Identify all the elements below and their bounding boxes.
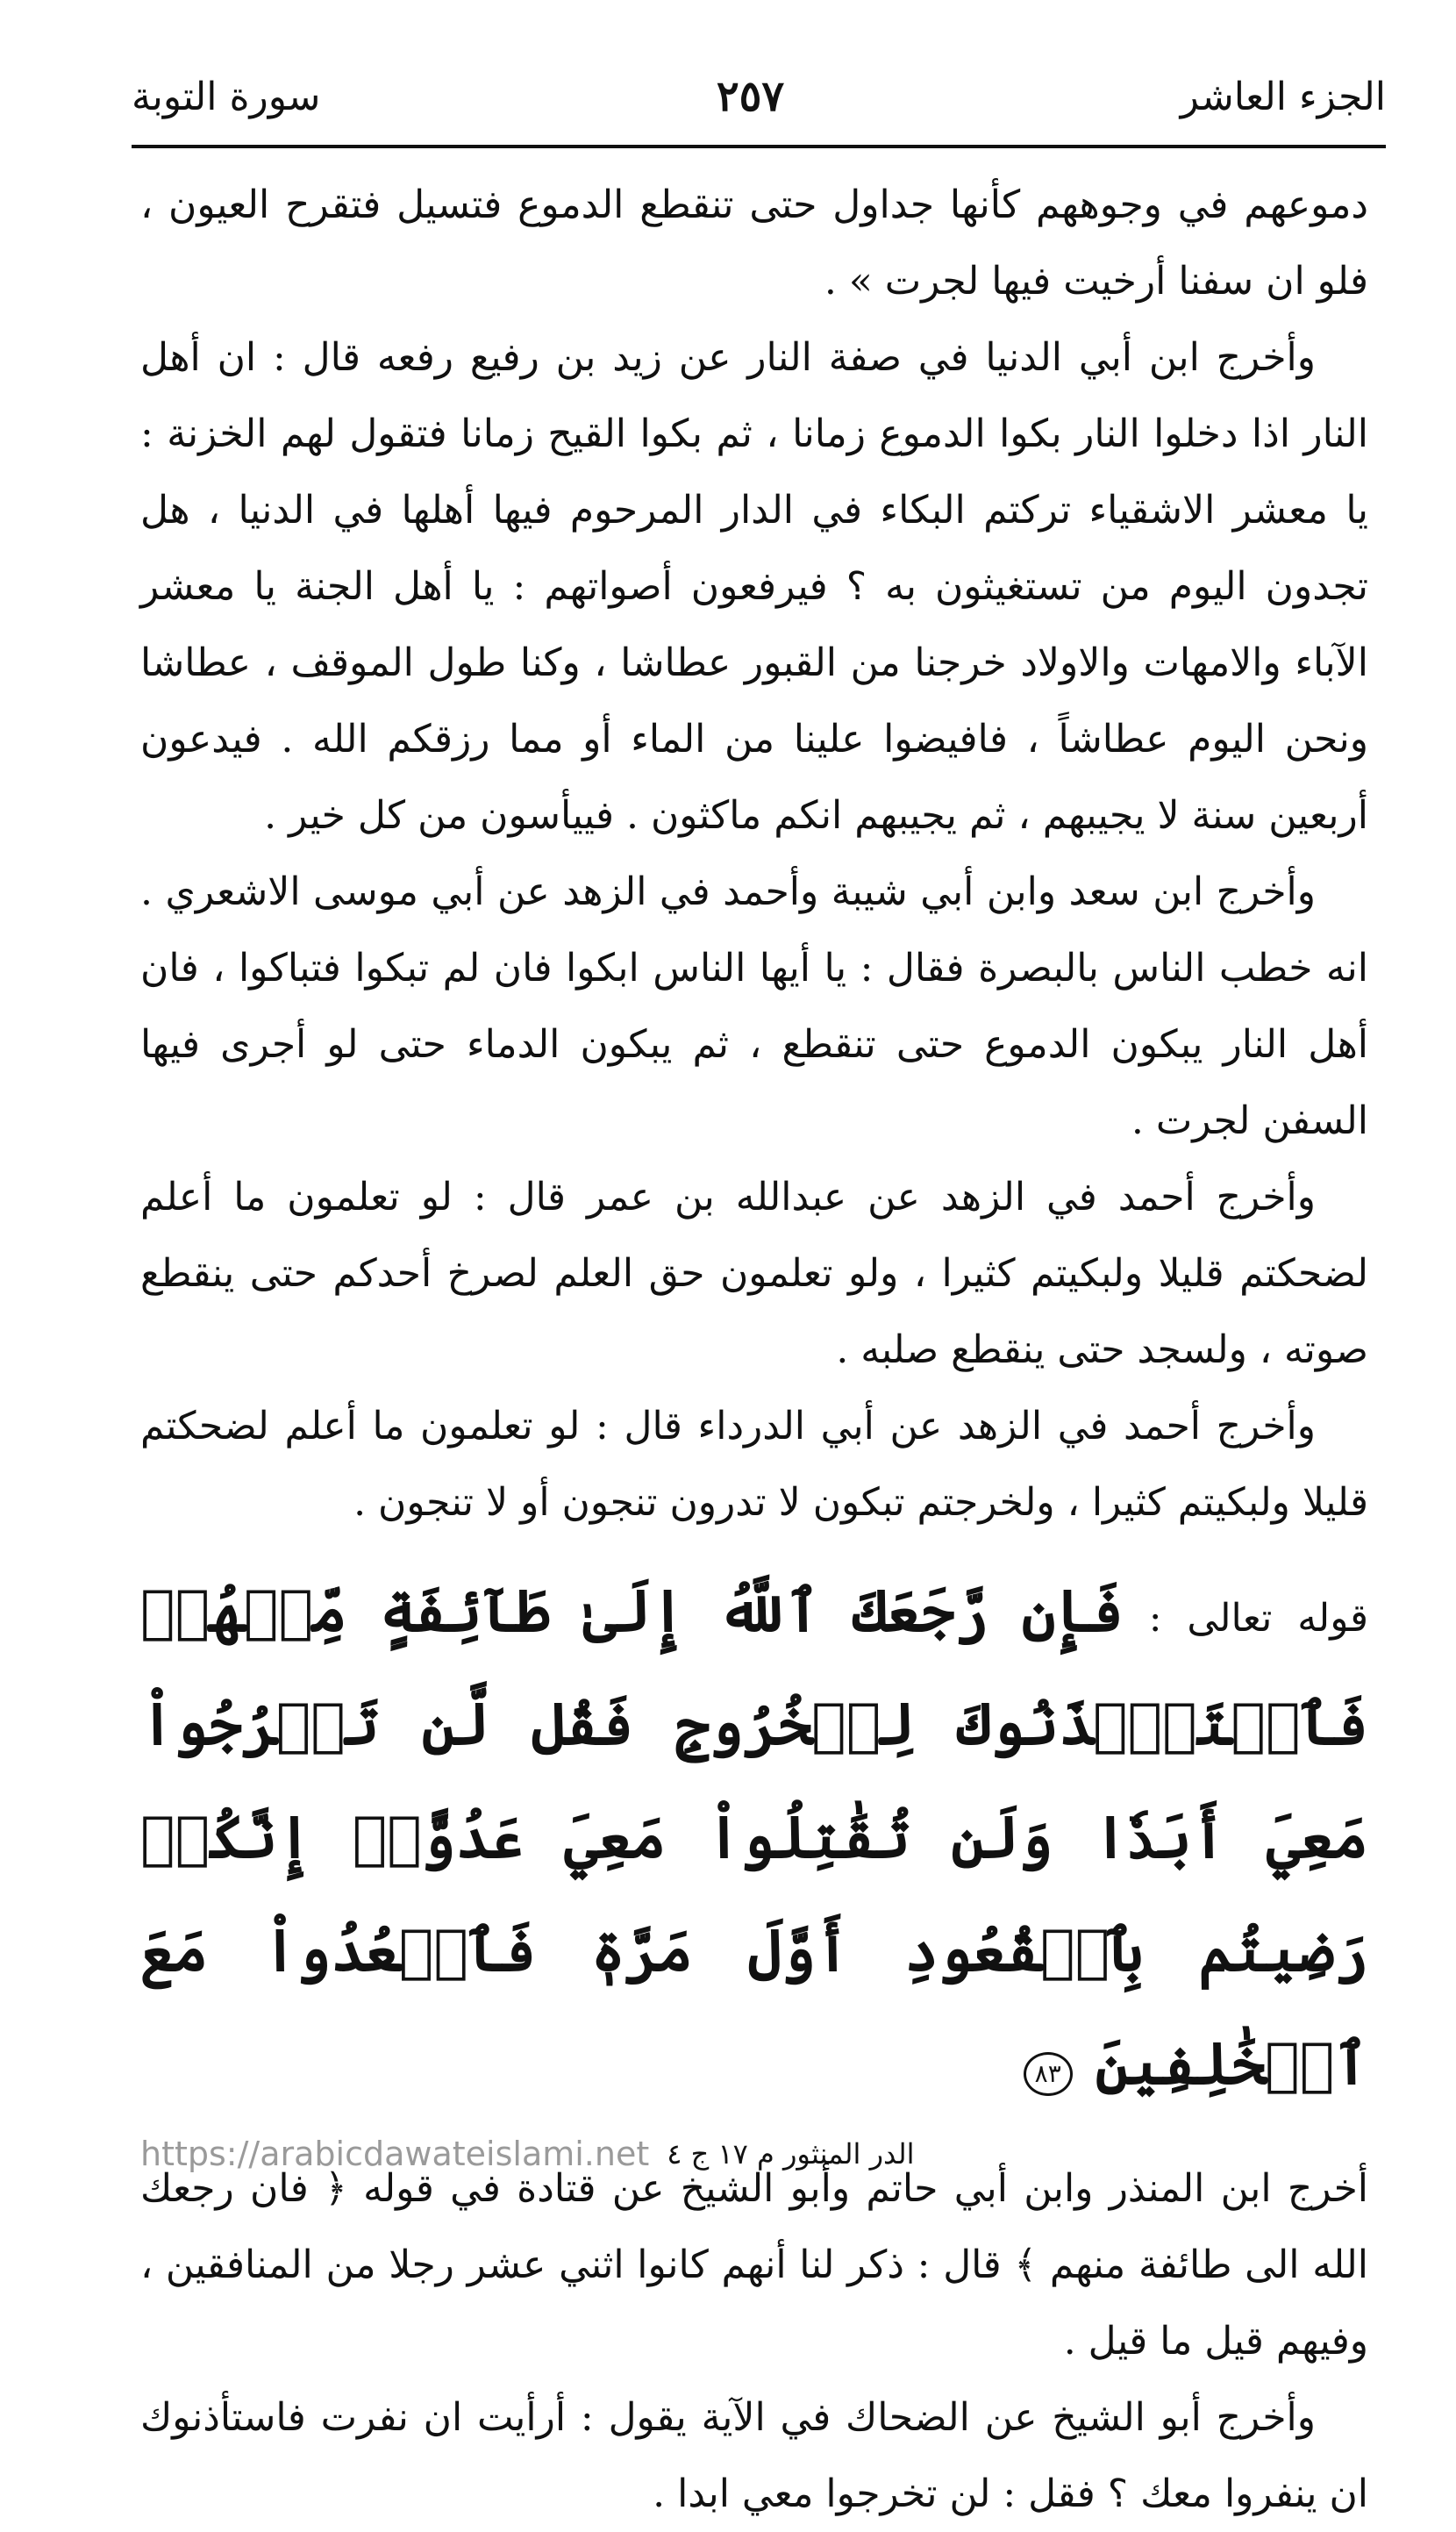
page-header bbox=[132, 61, 1386, 132]
page-body bbox=[140, 167, 1368, 2532]
surah-label: سورة التوبة bbox=[132, 74, 321, 119]
ayah-number-marker: ٨٣ bbox=[1024, 2052, 1073, 2096]
print-signature: الدر المنثور م ١٧ ج ٤ bbox=[667, 2137, 915, 2171]
page-footer bbox=[140, 2135, 914, 2173]
paragraph: وأخرج أحمد في الزهد عن أبي الدرداء قال : لو تعلمون ما أعلم لضحكتم قليلا ولبكيتم كثيرا ، ولخرجتم تبكون لا تدرون تنجون أو لا تنجون . bbox=[140, 1404, 1368, 1525]
paragraph: وأخرج ابن سعد وابن أبي شيبة وأحمد في الزهد عن أبي موسى الاشعري . انه خطب الناس بالبصرة فقال : يا أيها الناس ابكوا فان لم تبكوا فتباكوا ، فان أهل النار يبكون الدموع حتى تنقطع ، ثم يبكون الدماء حتى لو أجرى فيها السفن لجرت . bbox=[140, 869, 1368, 1143]
verse-intro: قوله تعالى : bbox=[1148, 1596, 1368, 1641]
paragraph: أخرج ابن المنذر وابن أبي حاتم وأبو الشيخ عن قتادة في قوله ﴿ فان رجعك الله الى طائفة منهم ﴾ قال : ذكر لنا أنهم كانوا اثني عشر رجلا من المنافقين ، وفيهم قيل ما قيل . bbox=[140, 2166, 1368, 2364]
paragraph: دموعهم في وجوههم كأنها جداول حتى تنقطع الدموع فتسيل فتقرح العيون ، فلو ان سفنا أرخيت فيها لجرت » . bbox=[140, 182, 1368, 304]
paragraph: وأخرج أحمد في الزهد عن عبدالله بن عمر قال : لو تعلمون ما أعلم لضحكتم قليلا ولبكيتم كثيرا ، ولو تعلمون حق العلم لصرخ أحدكم حتى ينقطع صوته ، ولسجد حتى ينقطع صلبه . bbox=[140, 1175, 1368, 1372]
verse-text: فَإِن رَّجَعَكَ ٱللَّهُ إِلَىٰ طَآئِفَةٍ مِّنۡهُمۡ فَٱسۡتَـٔۡذَنُوكَ لِلۡخُرُوجِ فَقُل لَّن تَخۡرُجُواْ مَعِيَ أَبَدٗا وَلَن تُقَٰتِلُواْ مَعِيَ عَدُوًّاۖ إِنَّكُمۡ رَضِيتُم بِٱلۡقُعُودِ أَوَّلَ مَرَّةٖ فَٱقۡعُدُواْ مَعَ ٱلۡخَٰلِفِينَ bbox=[140, 1577, 1368, 2098]
paragraph: وأخرج ابن أبي الدنيا في صفة النار عن زيد بن رفيع رفعه قال : ان أهل النار اذا دخلوا النار بكوا الدموع زمانا ، ثم بكوا القيح زمانا فتقول لهم الخزنة : يا معشر الاشقياء تركتم البكاء في الدار المرحوم فيها أهلها في الدنيا ، هل تجدون اليوم من تستغيثون به ؟ فيرفعون أصواتهم : يا أهل الجنة يا معشر الآباء والامهات والاولاد خرجنا من القبور عطاشا ، وكنا طول الموقف ، عطاشا ونحن اليوم عطاشاً ، فافيضوا علينا من الماء أو مما رزقكم الله . فيدعون أربعين سنة لا يجيبهم ، ثم يجيبهم انكم ماكثون . فييأسون من كل خير . bbox=[140, 335, 1368, 838]
quran-verse bbox=[140, 1558, 1368, 2124]
page-number: ٢٥٧ bbox=[716, 72, 785, 121]
paragraph: وأخرج أبو الشيخ عن الضحاك في الآية يقول : أرأيت ان نفرت فاستأذنوك ان ينفروا معك ؟ فقل : لن تخرجوا معي ابدا . bbox=[140, 2395, 1368, 2516]
watermark-url: https://arabicdawateislami.net bbox=[140, 2135, 650, 2173]
header-divider bbox=[132, 145, 1386, 148]
part-label: الجزء العاشر bbox=[1180, 74, 1386, 119]
